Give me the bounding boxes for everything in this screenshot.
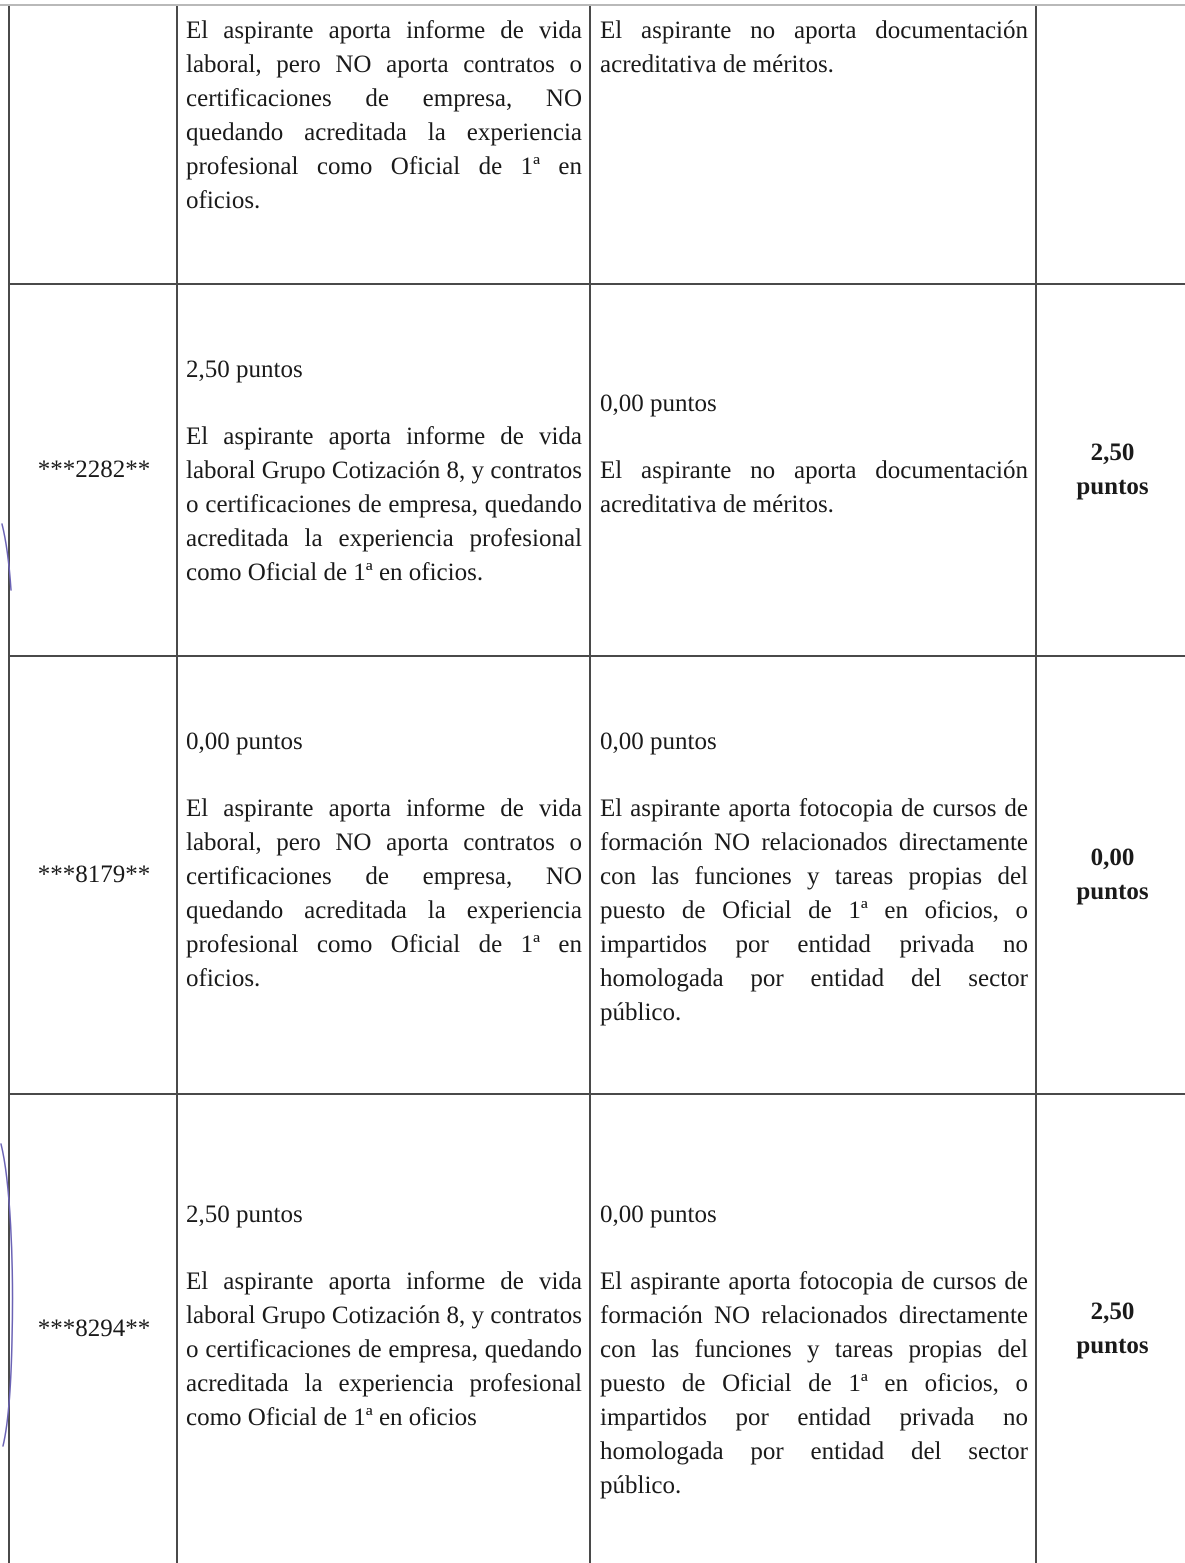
row-1-id-text: ***2282**	[37, 456, 151, 483]
row-1-experience-cell	[186, 353, 582, 590]
row-2-experience-text: El aspirante aporta informe de vida laboral, pero NO aporta contratos o certificaciones de empresa, NO quedando acreditada la experiencia profesional como Oficial de 1ª en oficios.	[186, 795, 582, 992]
row-3-training-cell	[600, 1198, 1028, 1503]
row-1-applicant-id	[14, 285, 174, 655]
row-2-training-score: 0,00 puntos	[600, 728, 717, 755]
row-2-total	[1040, 657, 1185, 1093]
row-3-total-unit: puntos	[1076, 1332, 1149, 1359]
column-divider-experience	[589, 6, 591, 1563]
row-2-experience-cell	[186, 725, 582, 996]
row-1-training-text: El aspirante no aporta documentación acreditativa de méritos.	[600, 457, 1028, 518]
row-3-experience-text: El aspirante aporta informe de vida laboral Grupo Cotización 8, y contratos o certificaciones de empresa, quedando acreditada la experiencia profesional como Oficial de 1ª en oficios	[186, 1268, 582, 1431]
row-3-applicant-id	[14, 1095, 174, 1563]
row-divider-2	[10, 655, 1185, 657]
row-3-total-value: 2,50	[1090, 1298, 1135, 1325]
row-0-training-text: El aspirante no aporta documentación acreditativa de méritos.	[600, 17, 1028, 78]
column-divider-id	[176, 6, 178, 1563]
row-2-experience-score: 0,00 puntos	[186, 728, 303, 755]
row-3-id-text: ***8294**	[37, 1315, 151, 1342]
row-3-total	[1040, 1095, 1185, 1563]
column-divider-training	[1035, 6, 1037, 1563]
row-3-training-score: 0,00 puntos	[600, 1201, 717, 1228]
row-1-experience-text: El aspirante aporta informe de vida laboral Grupo Cotización 8, y contratos o certificaciones de empresa, quedando acreditada la experiencia profesional como Oficial de 1ª en oficios.	[186, 423, 582, 586]
row-2-total-unit: puntos	[1076, 878, 1149, 905]
row-0-experience-cell	[186, 14, 582, 218]
row-2-training-cell	[600, 725, 1028, 1030]
row-divider-1	[10, 283, 1185, 285]
row-1-total	[1040, 285, 1185, 655]
table-border-left	[8, 6, 10, 1563]
row-1-experience-score: 2,50 puntos	[186, 356, 303, 383]
row-1-training-score: 0,00 puntos	[600, 390, 717, 417]
row-1-total-unit: puntos	[1076, 473, 1149, 500]
row-3-experience-score: 2,50 puntos	[186, 1201, 303, 1228]
row-1-training-cell	[600, 387, 1028, 522]
row-2-total-value: 0,00	[1090, 844, 1135, 871]
row-0-experience-text: El aspirante aporta informe de vida laboral, pero NO aporta contratos o certificaciones de empresa, NO quedando acreditada la experiencia profesional como Oficial de 1ª en oficios.	[186, 17, 582, 214]
row-2-training-text: El aspirante aporta fotocopia de cursos de formación NO relacionados directamente con las funciones y tareas propias del puesto de Oficial de 1ª en oficios, o impartidos por entidad privada no homologada por entidad del sector público.	[600, 795, 1028, 1026]
row-1-total-value: 2,50	[1090, 439, 1135, 466]
row-0-training-cell	[600, 14, 1028, 82]
row-2-applicant-id	[14, 657, 174, 1093]
row-2-id-text: ***8179**	[37, 861, 151, 888]
row-3-experience-cell	[186, 1198, 582, 1435]
row-3-training-text: El aspirante aporta fotocopia de cursos de formación NO relacionados directamente con las funciones y tareas propias del puesto de Oficial de 1ª en oficios, o impartidos por entidad privada no homologada por entidad del sector público.	[600, 1268, 1028, 1499]
row-divider-3	[10, 1093, 1185, 1095]
